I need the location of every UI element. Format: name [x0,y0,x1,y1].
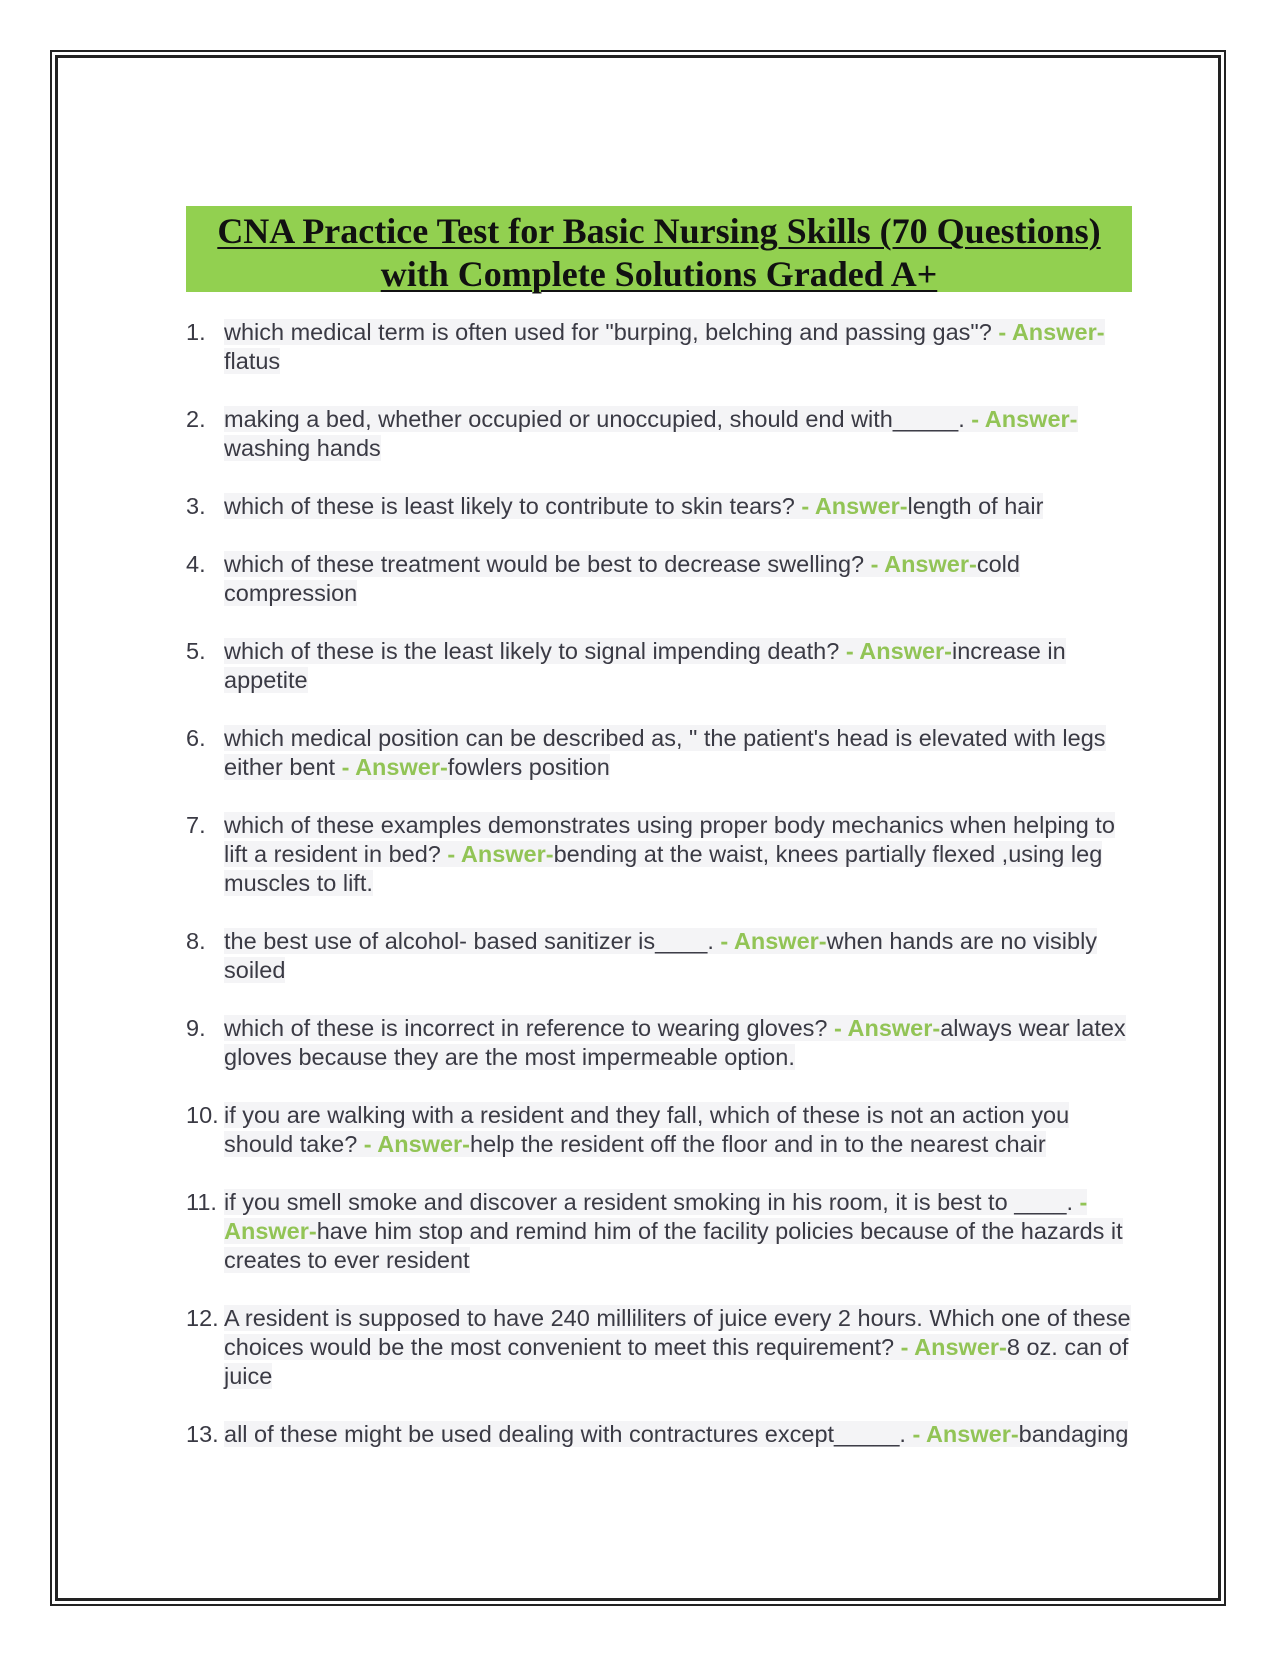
question-text: if you are walking with a resident and they fall, which of these is not an action you should take? [224,1102,1070,1157]
question-text: if you smell smoke and discover a resident smoking in his room, it is best to ____. [224,1189,1080,1215]
question-text: which medical term is often used for "burping, belching and passing gas"? [224,319,999,345]
question-text: which of these treatment would be best to decrease swelling? [224,551,871,577]
answer-label: - Answer- [447,841,554,867]
question-text: which of these examples demonstrates using proper body mechanics when helping to lift a resident in bed? [224,812,1115,867]
question-item [186,811,1136,898]
answer-label: - Answer- [998,319,1105,345]
document-title-line-2: with Complete Solutions Graded A+ [380,254,938,294]
question-body [224,928,1097,983]
question-body [224,406,1078,461]
question-number: 13. [186,1421,219,1447]
document-title-line-1: CNA Practice Test for Basic Nursing Skills (70 Questions) [217,211,1101,251]
question-number: 4. [186,551,206,577]
question-number: 11. [186,1189,217,1215]
question-number: 10. [186,1102,219,1128]
answer-label: - Answer- [224,1189,1088,1244]
answer-label: - Answer- [720,928,827,954]
question-text: A resident is supposed to have 240 milliliters of juice every 2 hours. Which one of these choices would be the most convenient to meet this requirement? [224,1305,1131,1360]
answer-label: - Answer- [363,1131,470,1157]
answer-text: flatus [224,348,281,374]
question-number: 12. [186,1305,219,1331]
answer-text: help the resident off the floor and in to the nearest chair [470,1131,1046,1157]
answer-text: bandaging [1018,1421,1129,1447]
answer-label: - Answer- [845,638,953,664]
question-text: the best use of alcohol- based sanitizer is____. [224,928,721,954]
question-item [186,1188,1136,1275]
question-number: 3. [186,493,206,519]
question-item [186,1101,1136,1159]
answer-text: increase in appetite [224,638,1066,693]
question-item [186,550,1136,608]
question-body [224,319,1105,374]
question-item [186,1014,1136,1072]
question-answer-list [186,318,1136,1478]
question-body [224,1015,1126,1070]
answer-text: always wear latex gloves because they are the most impermeable option. [224,1015,1126,1070]
answer-label: - Answer- [900,1334,1007,1360]
answer-text: 8 oz. can of juice [224,1334,1129,1389]
question-number: 5. [186,638,206,664]
question-text: which of these is incorrect in reference to wearing gloves? [224,1015,835,1041]
answer-text: have him stop and remind him of the facility policies because of the hazards it creates to ever resident [224,1218,1123,1273]
question-number: 2. [186,406,206,432]
answer-label: - Answer- [801,493,908,519]
question-item [186,492,1136,521]
answer-text: length of hair [907,493,1044,519]
question-body [224,812,1115,896]
question-item [186,637,1136,695]
question-body [224,1189,1123,1273]
question-number: 7. [186,812,206,838]
question-text: making a bed, whether occupied or unoccupied, should end with_____. [224,406,972,432]
question-body [224,725,1106,780]
answer-label: - Answer- [341,754,448,780]
question-item [186,318,1136,376]
answer-label: - Answer- [870,551,977,577]
answer-label: - Answer- [912,1421,1019,1447]
question-number: 1. [186,319,206,345]
question-item [186,1304,1136,1391]
question-text: all of these might be used dealing with contractures except_____. [224,1421,913,1447]
question-item [186,405,1136,463]
answer-text: fowlers position [447,754,610,780]
question-body [224,493,1043,519]
question-text: which of these is the least likely to signal impending death? [224,638,846,664]
answer-text: when hands are no visibly soiled [224,928,1098,983]
question-number: 6. [186,725,206,751]
question-item [186,1420,1136,1449]
question-number: 9. [186,1015,206,1041]
question-body [224,1102,1069,1157]
answer-text: washing hands [224,435,381,461]
answer-text: bending at the waist, knees partially flexed ,using leg muscles to lift. [224,841,1103,896]
question-text: which of these is least likely to contribute to skin tears? [224,493,802,519]
question-item [186,724,1136,782]
question-body [224,551,1020,606]
answer-label: - Answer- [971,406,1078,432]
question-body [224,1305,1131,1389]
question-number: 8. [186,928,206,954]
question-body [224,638,1066,693]
answer-text: cold compression [224,551,1020,606]
question-body [224,1421,1128,1447]
question-text: which medical position can be described as, " the patient's head is elevated with legs either bent [224,725,1106,780]
answer-label: - Answer- [834,1015,941,1041]
question-item [186,927,1136,985]
document-title-banner [186,206,1132,292]
